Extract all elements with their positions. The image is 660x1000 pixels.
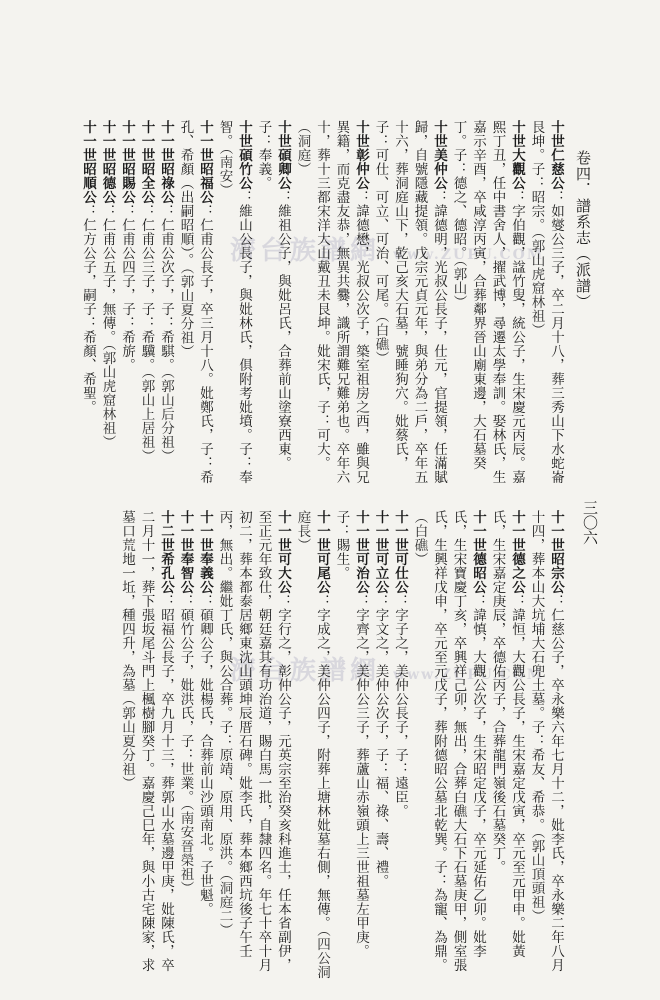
genealogy-entry	[526, 120, 565, 490]
entry-text: ：諱恒，大觀公長子，生宋嘉定戊寅，卒元至元甲申。妣黃氏，生宋嘉定庚辰，卒德佑丙子，合葬龍門嶺後石墓癸丁。	[489, 510, 525, 958]
entry-generation-name: 十一世昭宗公	[548, 510, 564, 594]
upper-text-block	[45, 120, 565, 490]
genealogy-entry	[526, 510, 565, 980]
entry-generation-name: 十世碩竹公	[236, 120, 252, 190]
entry-branch-note: （郭山后分祖）	[158, 372, 174, 464]
entry-branch-note: （郭山夏分祖）	[177, 267, 194, 359]
entry-branch-note: （郭山夏分祖）	[119, 692, 135, 790]
entry-generation-name: 十一世昭全公	[138, 120, 155, 204]
entry-text: ：仁甫公長子，卒三月十八。妣鄭氏，子：希孔、希顏（出嗣昭順）。	[177, 120, 213, 484]
entry-branch-note: （郭山虎窟林祖）	[99, 344, 116, 450]
entry-branch-note: （四公洞庭長）	[294, 510, 330, 980]
entry-branch-note: （洞庭）	[294, 120, 311, 176]
watermark-top-url: www.ZUPU.COM	[393, 247, 545, 263]
entry-text: ：維祖公子，與妣呂氏，合葬前山塗寮西東。子：奉義。	[255, 120, 291, 470]
entry-generation-name: 十一世德昭公	[470, 510, 486, 594]
entry-generation-name: 十一世昭賜公	[119, 120, 135, 204]
entry-branch-note: （郭山頂頭祖）	[528, 832, 545, 924]
entry-generation-name: 十一世可治公	[353, 510, 369, 594]
entry-text: ：字齊之，美仲公三子，葬蘆山赤嶺頭上三世祖墓左甲庚。子：賜生。	[333, 510, 369, 958]
genealogy-entry	[117, 510, 176, 980]
genealogy-entry	[331, 510, 370, 980]
genealogy-entry	[487, 510, 526, 980]
entry-generation-name: 十世美仲公	[431, 120, 447, 190]
entry-branch-note: （白礁）	[411, 510, 428, 566]
genealogy-entry	[390, 510, 410, 980]
genealogy-entry	[175, 120, 214, 490]
genealogy-entry	[370, 510, 390, 980]
entry-generation-name: 十一世可立公	[372, 510, 389, 594]
genealogy-entry	[175, 510, 195, 980]
entry-text: ：碩卿公子，妣楊氏，合葬前山沙頭南北。子世魁。	[197, 594, 213, 916]
genealogy-entry	[97, 120, 117, 490]
watermark-top-name: 濟台族譜網	[230, 236, 381, 266]
entry-text: ：仁方公子，嗣子：希顏、希聖。	[80, 204, 96, 414]
genealogy-entry	[409, 510, 487, 980]
genealogy-entry	[136, 120, 156, 490]
entry-generation-name: 十世大觀公	[509, 120, 525, 190]
entry-text: ：仁甫公四子，子：希旂。	[119, 204, 135, 372]
genealogy-entry	[117, 120, 137, 490]
entry-text: ：字子之，美仲公長子，子：遠臣。	[392, 594, 408, 818]
entry-generation-name: 十一世德之公	[509, 510, 525, 594]
entry-branch-note: （南安）	[216, 148, 233, 198]
entry-generation-name: 十一世可仕公	[392, 510, 408, 594]
entry-generation-name: 十一世昭祿公	[158, 120, 174, 204]
entry-branch-note: （南安晉榮祖）	[177, 804, 194, 896]
genealogy-entry	[253, 120, 292, 490]
genealogy-entry	[214, 510, 292, 980]
entry-generation-name: 十一世可尾公	[314, 510, 330, 594]
entry-text: ：仁甫公次子，子：希騏。	[158, 204, 174, 372]
entry-generation-name: 十一世昭福公	[197, 120, 213, 204]
entry-text: ：維山公長子，與妣林氏，俱附考妣墳。子：奉智。	[216, 120, 252, 484]
entry-text: ：諱德明，光叔公長子，仕元，官提領，任滿賦歸，自號隱藏提領。戊宗元貞元年，與弟分為二戶，卒年五十六，葬洞庭山下，乾己亥大石墓，號睡狗穴。妣蔡氏，子：可仕、可立、可治、可尾。	[372, 120, 447, 484]
page-header-title: 卷四．譜系志（派譜）	[574, 150, 592, 310]
entry-branch-note: （白礁）	[372, 316, 389, 366]
genealogy-entry	[448, 120, 526, 490]
entry-text: ：仁甫公三子，子：希驥。	[138, 204, 155, 372]
entry-text: ：碩竹公子，妣洪氏，子：世業。	[177, 594, 194, 804]
entry-branch-note: （郭山上居祖）	[138, 372, 155, 464]
watermark-bottom-url: www.ZUPU.COM	[393, 667, 545, 683]
entry-generation-name: 十二世希孔公	[158, 510, 174, 594]
entry-generation-name: 十世碩卿公	[275, 120, 291, 190]
page-number: 三〇六	[581, 500, 599, 545]
entry-text: ：昭福公長子，卒九月十三，葬郭山水墓邊甲庚，妣陳氏，卒二月十一，葬下張坂尾斗門上楓樹腳癸丁。嘉慶己巳年，與小古宅陳家，求墓口荒地一坵，種四升，為墓	[119, 510, 174, 972]
genealogy-entry	[214, 120, 253, 490]
lower-text-block	[45, 510, 565, 980]
entry-text: ：仁慈公子，卒永樂六年七月十二，妣李氏，卒永樂二年八月十四，葬本山大坑埔大石兜土墓。子：希友、希恭。	[528, 510, 564, 972]
entry-generation-name: 十世仁慈公	[548, 120, 564, 190]
entry-text: ：諱德懋，光叔公次子，築室祖房之西，雖與兄異籍，而克盡友恭，無異共爨，識所謂難兄難弟也。卒年六十，葬十三都宋洋大山戴丑未艮坤。妣宋氏，子：可大。	[314, 120, 369, 484]
entry-text: ：仁甫公五子，無傳。	[99, 204, 116, 344]
entry-generation-name: 十一世奉義公	[197, 510, 213, 594]
entry-branch-note: （洞庭二）	[216, 874, 233, 938]
genealogy-entry	[78, 120, 98, 490]
entry-generation-name: 十一世昭順公	[80, 120, 96, 204]
watermark-bottom-name: 濟台族譜網	[230, 656, 381, 686]
entry-text: ：字伯觀，諡竹叟，統公子，生宋慶元丙辰。嘉熙丁丑，任中書舍人，擢武博，尋遷太學奉訓。娶林氏，生嘉示辛酉，卒咸淳丙寅，合葬鄰界晉山廟東邊，大石墓癸丁。子：德之、德昭。	[450, 120, 525, 484]
entry-generation-name: 十世彰仲公	[353, 120, 369, 190]
genealogy-entry	[292, 510, 331, 980]
genealogy-entry	[292, 120, 370, 490]
entry-text: ：諱慎，大觀公次子，生宋昭定戊子，卒元延佑乙卯。妣李氏，生宋寶慶丁亥，卒興祥己卯，無出，合葬白礁大石下石墓庚甲，側室張氏，生興祥戊申，卒元至元戊子，葬附德昭公墓北乾巽。子：為寵、為鼎。	[431, 510, 486, 972]
entry-text: ：如燮公三子，卒二月十八，葬三秀山下水蛇崙艮坤。子：昭宗。	[528, 120, 564, 484]
entry-text: ：字行之，彰仲公子，元英宗至治癸亥科進士，任本省副伊，至正元年致仕，朝廷嘉其有功治道，賜白馬一批，自隸四名。年七十卒十月初二，葬本都泰居鄉東沈山頭坤辰厝石碑。妣李氏，葬本鄉西坑後子午壬丙，無出。繼妣丁氏，與公合葬。子：原靖、原用、原洪。	[216, 510, 291, 972]
entry-branch-note: （郭山虎窟林祖）	[528, 232, 545, 338]
entry-text: ：字文之，美仲公次子，子：福、祿、壽、禮。	[372, 594, 389, 888]
entry-generation-name: 十一世昭德公	[99, 120, 116, 204]
entry-generation-name: 十一世奉智公	[177, 510, 194, 594]
genealogy-entry	[370, 120, 448, 490]
entry-text: ：字成之，美仲公四子，附葬上塘林妣墓右側，無傳。	[314, 594, 330, 930]
entry-branch-note: （郭山）	[450, 260, 467, 310]
entry-generation-name: 十一世可大公	[275, 510, 291, 594]
genealogy-entry	[156, 120, 176, 490]
genealogy-entry	[195, 510, 215, 980]
